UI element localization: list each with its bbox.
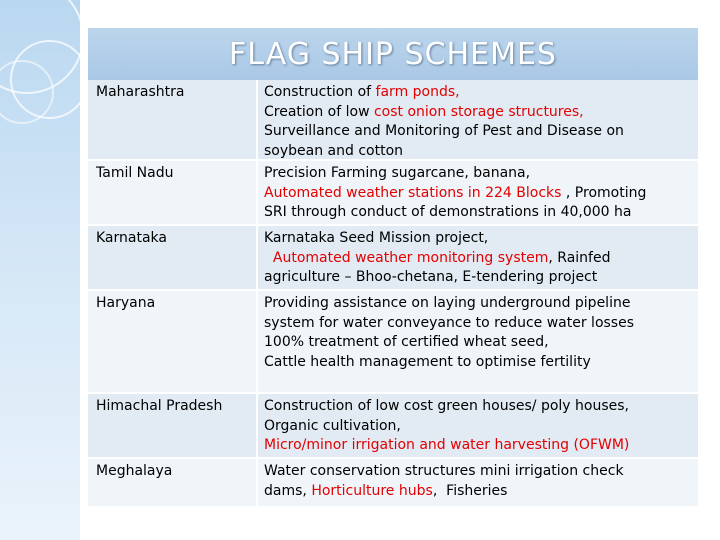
scheme-description <box>258 291 698 392</box>
state-name: Maharashtra <box>88 80 258 159</box>
description-line <box>264 462 690 482</box>
table-row <box>88 226 698 291</box>
table-row <box>88 291 698 394</box>
decorative-side-band <box>0 0 80 540</box>
highlighted-text: Automated weather stations in 224 Blocks <box>264 184 562 201</box>
state-name: Karnataka <box>88 226 258 289</box>
slide-title: FLAG SHIP SCHEMES <box>229 36 557 72</box>
description-text <box>264 250 273 266</box>
description-text: , Promoting <box>561 184 647 201</box>
description-text: Surveillance and Monitoring of Pest and Disease on <box>264 123 624 139</box>
scheme-description <box>258 394 698 457</box>
description-line <box>264 103 690 123</box>
state-name: Meghalaya <box>88 459 258 506</box>
description-line <box>264 333 690 353</box>
scheme-description <box>258 161 698 224</box>
description-text: Providing assistance on laying underground pipeline <box>264 295 631 311</box>
description-line <box>264 397 690 417</box>
description-text: 100% treatment of certified wheat seed, <box>264 334 549 350</box>
description-line <box>264 314 690 334</box>
scheme-description <box>258 80 698 159</box>
state-name: Haryana <box>88 291 258 392</box>
description-text: Construction of <box>264 84 376 100</box>
description-line <box>264 184 690 204</box>
description-line <box>264 203 690 223</box>
description-line <box>264 164 690 184</box>
description-text: Organic cultivation, <box>264 417 401 434</box>
description-line <box>264 482 690 502</box>
highlighted-text: cost onion storage structures, <box>373 103 584 120</box>
scheme-description <box>258 226 698 289</box>
description-text: dams, <box>264 482 312 499</box>
description-text: agriculture – Bhoo-chetana, E-tendering project <box>264 269 598 285</box>
description-text: Water conservation structures mini irrigation check <box>264 463 624 479</box>
description-text: Creation of low <box>264 103 374 120</box>
description-line <box>264 249 690 269</box>
description-text: SRI through conduct of demonstrations in 40,000 ha <box>264 204 632 220</box>
scheme-description <box>258 459 698 506</box>
schemes-table <box>88 80 698 508</box>
description-text: Cattle health management to optimise fertility <box>264 353 591 370</box>
highlighted-text: Micro/minor irrigation and water harvesting (OFWM) <box>264 437 630 453</box>
table-row <box>88 394 698 459</box>
table-row <box>88 459 698 508</box>
description-line <box>264 268 690 288</box>
description-text: , Fisheries <box>432 482 508 499</box>
state-name: Tamil Nadu <box>88 161 258 224</box>
description-text: Construction of low cost green houses/ poly houses, <box>264 398 629 414</box>
description-line <box>264 436 690 456</box>
title-bar <box>88 28 698 80</box>
description-line <box>264 83 690 103</box>
table-row <box>88 161 698 226</box>
description-line <box>264 122 690 142</box>
description-line <box>264 353 690 373</box>
description-text: soybean and cotton <box>264 142 404 159</box>
highlighted-text: farm ponds, <box>375 84 460 100</box>
description-line <box>264 294 690 314</box>
description-text: , Rainfed <box>548 249 611 266</box>
table-row <box>88 80 698 161</box>
state-name: Himachal Pradesh <box>88 394 258 457</box>
description-line <box>264 417 690 437</box>
description-text: Karnataka Seed Mission project, <box>264 230 489 246</box>
description-line <box>264 142 690 162</box>
description-text: system for water conveyance to reduce water losses <box>264 314 635 331</box>
description-text: Precision Farming sugarcane, banana, <box>264 165 531 181</box>
highlighted-text: Automated weather monitoring system <box>272 249 549 266</box>
description-line <box>264 229 690 249</box>
highlighted-text: Horticulture hubs <box>311 482 433 499</box>
